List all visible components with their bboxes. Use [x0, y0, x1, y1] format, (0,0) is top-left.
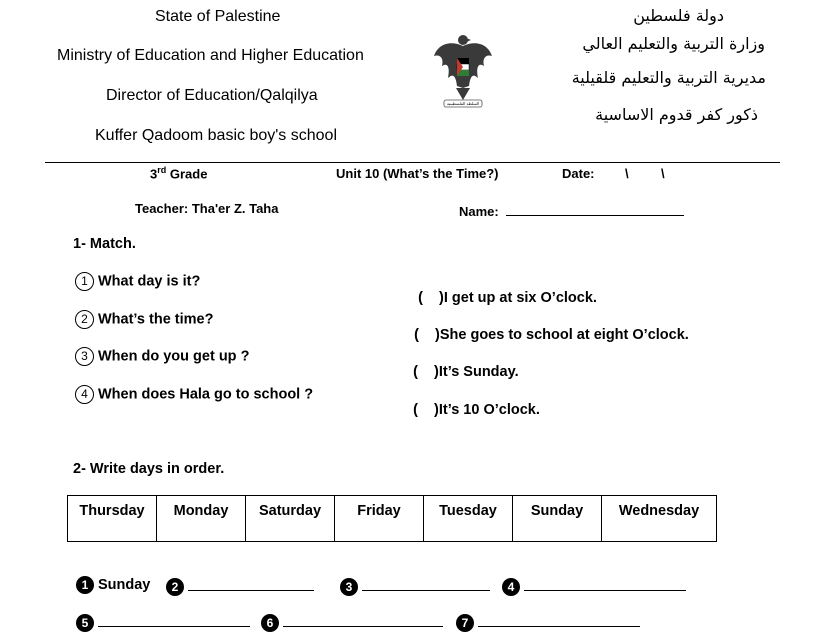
number-circle-icon: 2 — [75, 310, 94, 329]
day-cell: Monday — [157, 496, 246, 542]
header-ar-line2: وزارة التربية والتعليم العالي — [582, 34, 765, 53]
name-blank[interactable] — [506, 201, 684, 216]
grade-label — [150, 165, 207, 181]
palestine-emblem — [430, 28, 496, 110]
date-sep-2: \ — [661, 166, 665, 181]
day-cell: Tuesday — [424, 496, 513, 542]
header-ar-line1: دولة فلسطين — [633, 6, 724, 25]
match-right-text: It’s 10 O’clock. — [438, 402, 540, 418]
header-ar-line3: مديرية التربية والتعليم قلقيلية — [571, 68, 766, 87]
answer-4 — [502, 576, 686, 596]
grade-word: Grade — [169, 166, 208, 182]
date-label: Date: — [562, 166, 595, 181]
q1-title: 1- Match. — [73, 236, 136, 252]
match-left-3 — [75, 347, 249, 366]
match-left-4 — [75, 385, 313, 404]
answer-blank[interactable] — [362, 576, 490, 591]
match-left-text: When do you get up ? — [98, 348, 250, 365]
header-en-line1: State of Palestine — [155, 8, 281, 25]
answer-blank[interactable] — [98, 612, 250, 627]
header-divider — [45, 162, 780, 163]
grade-number: 3 — [150, 166, 158, 182]
header-en-line2: Ministry of Education and Higher Education — [57, 47, 364, 64]
match-right-1 — [410, 274, 597, 306]
header-en-line4: Kuffer Qadoom basic boy's school — [95, 127, 337, 144]
teacher-name: Teacher: Tha'er Z. Taha — [135, 201, 279, 216]
answer-2 — [166, 576, 314, 596]
grade-suffix: rd — [157, 165, 167, 175]
match-right-3 — [405, 348, 519, 380]
number-circle-filled-icon: 6 — [261, 614, 279, 632]
answer-blank[interactable] — [524, 576, 686, 591]
answer-text: Sunday — [98, 576, 151, 593]
q2-title: 2- Write days in order. — [73, 461, 225, 477]
match-right-4 — [405, 386, 540, 418]
answer-blank[interactable] — [283, 612, 443, 627]
answer-6 — [261, 612, 443, 632]
answer-7 — [456, 612, 640, 632]
number-circle-icon: 1 — [75, 272, 94, 291]
answer-3 — [340, 576, 490, 596]
emblem-caption: السلطة الفلسطينية — [446, 101, 480, 106]
days-row — [68, 496, 717, 542]
day-cell: Friday — [335, 496, 424, 542]
number-circle-filled-icon: 4 — [502, 578, 520, 596]
unit-title: Unit 10 (What’s the Time?) — [336, 166, 499, 181]
match-answer-paren[interactable]: ( ) — [413, 402, 439, 418]
answer-5 — [76, 612, 250, 632]
match-answer-paren[interactable]: ( ) — [413, 364, 439, 380]
day-cell: Wednesday — [602, 496, 717, 542]
number-circle-icon: 4 — [75, 385, 94, 404]
student-name-row — [459, 201, 684, 219]
number-circle-filled-icon: 2 — [166, 578, 184, 596]
match-right-2 — [406, 311, 689, 343]
answer-blank[interactable] — [188, 576, 314, 591]
match-right-text: It’s Sunday. — [438, 364, 519, 380]
header-en-line3: Director of Education/Qalqilya — [106, 87, 318, 104]
number-circle-filled-icon: 3 — [340, 578, 358, 596]
answer-1 — [76, 576, 150, 594]
number-circle-icon: 3 — [75, 347, 94, 366]
match-left-1 — [75, 272, 200, 291]
name-label: Name: — [459, 204, 499, 219]
number-circle-filled-icon: 1 — [76, 576, 94, 594]
match-left-text: When does Hala go to school ? — [98, 386, 314, 403]
day-cell: Thursday — [68, 496, 157, 542]
match-right-text: She goes to school at eight O’clock. — [439, 327, 689, 343]
day-cell: Sunday — [513, 496, 602, 542]
date-sep-1: \ — [625, 166, 629, 181]
header-ar-line4: ذكور كفر قدوم الاساسية — [595, 105, 758, 124]
days-table — [67, 495, 717, 542]
match-left-text: What’s the time? — [98, 311, 214, 328]
match-left-text: What day is it? — [98, 273, 201, 290]
match-answer-paren[interactable]: ( ) — [418, 290, 444, 306]
day-cell: Saturday — [246, 496, 335, 542]
match-left-2 — [75, 310, 213, 329]
match-right-text: I get up at six O’clock. — [443, 290, 597, 306]
match-answer-paren[interactable]: ( ) — [414, 327, 440, 343]
answer-blank[interactable] — [478, 612, 640, 627]
number-circle-filled-icon: 5 — [76, 614, 94, 632]
number-circle-filled-icon: 7 — [456, 614, 474, 632]
